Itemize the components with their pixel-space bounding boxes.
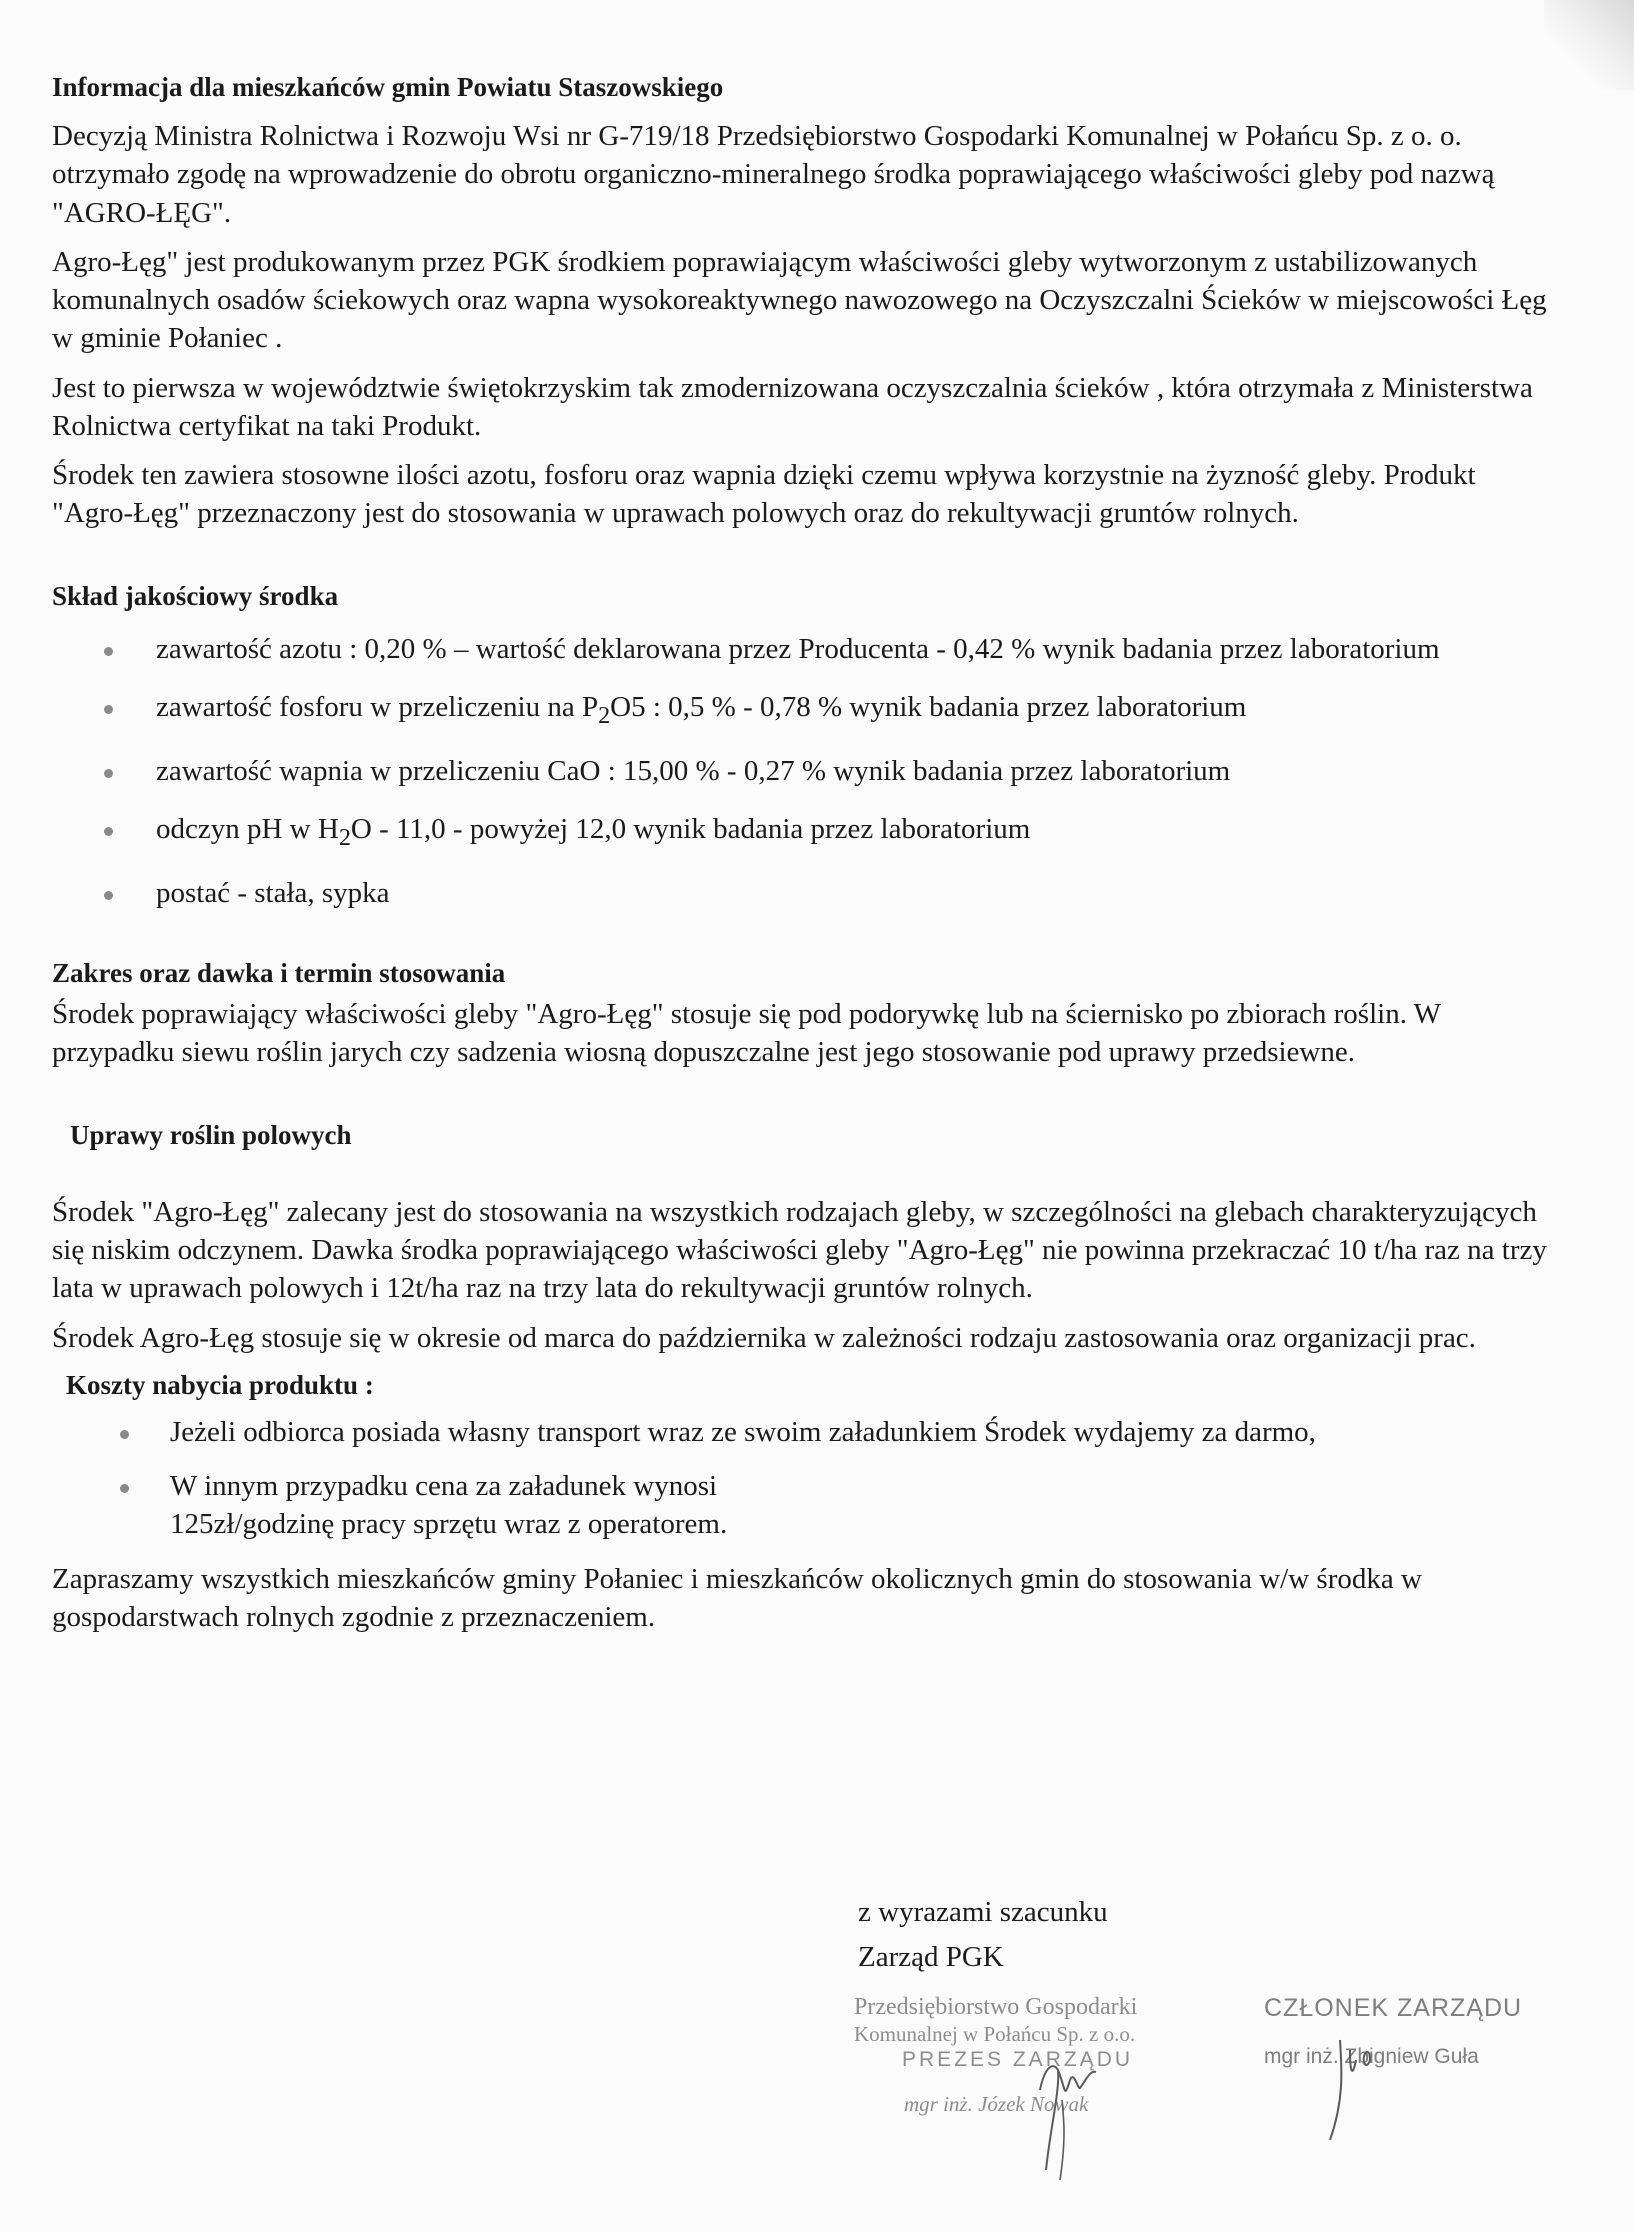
- bullet-icon: [120, 1484, 129, 1493]
- stamp-company-name: Przedsiębiorstwo Gospodarki: [854, 1994, 1138, 2020]
- intro-paragraph-2: Agro-Łęg" jest produkowanym przez PGK środkiem poprawiającym właściwości gleby wytworzonym z ustabilizowanych komunalnych osadów ściekowych oraz wapna wysokoreaktywnego nawozowego na Oczyszczalni Ścieków w miejscowości Łęg w gminie Połaniec .: [52, 245, 1547, 355]
- closing-signatory: Zarząd PGK: [858, 1940, 1004, 1973]
- closing-block: [858, 1890, 1108, 1980]
- composition-item: postać - stała, sypka: [52, 874, 1552, 912]
- stamp-role: CZŁONEK ZARZĄDU: [1264, 1994, 1523, 2022]
- intro-paragraph-1: Decyzją Ministra Rolnictwa i Rozwoju Wsi nr G-719/18 Przedsiębiorstwo Gospodarki Komunalnej w Połańcu Sp. z o. o. otrzymało zgodę na wprowadzenie do obrotu organiczno-mineralnego środka poprawiającego właściwości gleby pod nazwą "AGRO-ŁĘG".: [52, 120, 1495, 229]
- crops-paragraph-2: Środek Agro-Łęg stosuje się w okresie od marca do października w zależności rodzaju zastosowania oraz organizacji prac.: [52, 1321, 1476, 1354]
- stamp-role: PREZES ZARZĄDU: [902, 2047, 1134, 2071]
- costs-heading: Koszty nabycia produktu :: [66, 1369, 374, 1400]
- scan-shadow: [1544, 0, 1634, 90]
- bullet-icon: [104, 647, 113, 656]
- costs-item: W innym przypadku cena za załadunek wynosi 125zł/godzinę pracy sprzętu wraz z operatorem.: [52, 1467, 1552, 1544]
- intro-paragraph-3: Jest to pierwsza w województwie świętokrzyskim tak zmodernizowana oczyszczalnia ścieków , która otrzymała z Ministerstwa Rolnictwa certyfikat na taki Produkt.: [52, 371, 1533, 442]
- scope-paragraph: Środek poprawiający właściwości gleby "Agro-Łęg" stosuje się pod podorywkę lub na ściernisko po zbiorach roślin. W przypadku siewu roślin jarych czy sadzenia wiosną dopuszczalne jest jego stosowanie pod uprawy przedsiewne.: [52, 998, 1441, 1069]
- bullet-icon: [104, 891, 113, 900]
- closing-greeting: z wyrazami szacunku: [858, 1896, 1108, 1928]
- stamp-person: mgr inż. Józek Nowak: [904, 2092, 1089, 2117]
- stamp-person: mgr inż. Zbigniew Guła: [1264, 2045, 1479, 2068]
- invitation-paragraph: Zapraszamy wszystkich mieszkańców gminy Połaniec i mieszkańców okolicznych gmin do stosowania w/w środka w gospodarstwach rolnych zgodnie z przeznaczeniem.: [52, 1562, 1422, 1633]
- composition-item: odczyn pH w $H_2O - 11,0$ - powyżej 12,0 wynik badania przez laboratorium: [52, 810, 1552, 854]
- scope-heading: Zakres oraz dawka i termin stosowania: [52, 958, 506, 989]
- costs-item: Jeżeli odbiorca posiada własny transport wraz ze swoim załadunkiem Środek wydajemy za darmo,: [52, 1413, 1552, 1451]
- composition-list: [52, 630, 1552, 912]
- president-signature-icon: [1000, 2030, 1130, 2190]
- costs-list: [52, 1413, 1552, 1544]
- stamp-company-location: Komunalnej w Połańcu Sp. z o.o.: [854, 2021, 1136, 2046]
- composition-item: zawartość azotu : 0,20 % – wartość deklarowana przez Producenta - 0,42 % wynik badania przez laboratorium: [52, 630, 1552, 668]
- bullet-icon: [104, 705, 113, 714]
- composition-item: zawartość fosforu w przeliczeniu na $P_2O5$ : 0,5 % - 0,78 % wynik badania przez laboratorium: [52, 688, 1552, 732]
- crops-paragraph-1: Środek "Agro-Łęg" zalecany jest do stosowania na wszystkich rodzajach gleby, w szczególności na glebach charakteryzujących się niskim odczynem. Dawka środka poprawiającego właściwości gleby "Agro-Łęg" nie powinna przekraczać 10 t/ha raz na trzy lata w uprawach polowych i 12t/ha raz na trzy lata do rekultywacji gruntów rolnych.: [52, 1195, 1547, 1305]
- document-body: [52, 70, 1552, 1647]
- composition-item: zawartość wapnia w przeliczeniu CaO : 15,00 % - 0,27 % wynik badania przez laboratorium: [52, 752, 1552, 790]
- member-signature-icon: [1320, 2020, 1410, 2160]
- member-stamp: [1264, 1994, 1564, 2069]
- composition-heading: Skład jakościowy środka: [52, 580, 339, 611]
- bullet-icon: [104, 827, 113, 836]
- intro-paragraph-4: Środek ten zawiera stosowne ilości azotu, fosforu oraz wapnia dzięki czemu wpływa korzystnie na żyzność gleby. Produkt "Agro-Łęg" przeznaczony jest do stosowania w uprawach polowych oraz do rekultywacji gruntów rolnych.: [52, 459, 1476, 530]
- document-title: Informacja dla mieszkańców gmin Powiatu Staszowskiego: [52, 72, 724, 102]
- crops-heading: Uprawy roślin polowych: [70, 1119, 352, 1150]
- bullet-icon: [120, 1430, 129, 1439]
- bullet-icon: [104, 769, 113, 778]
